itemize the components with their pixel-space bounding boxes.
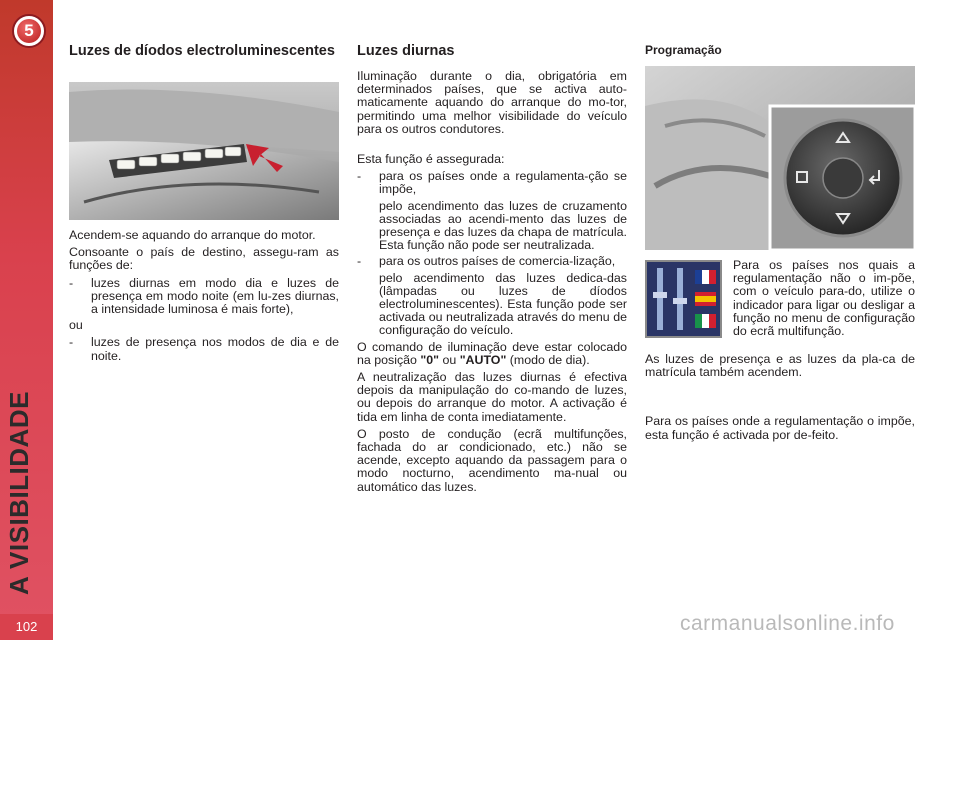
chapter-title: A VISIBILIDADE <box>4 391 34 595</box>
presence-paragraph: As luzes de presença e as luzes da pla-ca de matrícula também acendem. <box>645 352 915 380</box>
section-heading-programming: Programação <box>645 43 722 57</box>
default-paragraph: Para os países onde a regulamentação o impõe, esta função é activada por de-feito. <box>645 414 915 442</box>
programming-text-1 <box>733 259 915 342</box>
column-led-lights <box>69 44 339 59</box>
screen-menu-image <box>645 260 722 338</box>
daytime-intro: Iluminação durante o dia, obrigatória em determinados países, que se activa auto-maticamente aquando do arranque do mo-tor, permitindo uma melhor visibilidade do veículo para os outros condutores. <box>357 69 627 136</box>
command-position-text: O comando de iluminação deve estar colocado na posição "0" ou "AUTO" (modo de dia). <box>357 339 627 367</box>
section-heading-daytime: Luzes diurnas <box>357 43 455 59</box>
section-heading-led: Luzes de díodos electroluminescentes <box>69 43 335 59</box>
steering-control-image <box>645 66 915 250</box>
column-daytime-lights <box>357 44 627 498</box>
countries-paragraph: Para os países nos quais a regulamentação não o im-põe, com o veículo para-do, utilize o indicador para ligar ou desligar a função no menu de configuração do ecrã multifunção. <box>733 258 915 339</box>
list-item-detail: pelo acendimento das luzes dedica-das (lâmpadas ou luzes de díodos electroluminescentes). Esta função pode ser activada ou neutralizada através do menu de configuração do veículo. <box>379 270 627 338</box>
chapter-number: 5 <box>17 19 41 43</box>
led-text-block <box>69 229 339 366</box>
list-item: - para os países onde a regulamenta-ção se impõe, <box>357 169 627 197</box>
list-item: - para os outros países de comercia-lização, <box>357 254 616 269</box>
chapter-sidebar <box>0 0 53 640</box>
programming-text-2 <box>645 353 915 446</box>
neutralisation-text: A neutralização das luzes diurnas é efectiva depois da manipulação do co-mando de luzes, ou depois do arranque do motor. A activação é tida em linha de conta imediatamente. <box>357 370 627 424</box>
chapter-badge <box>12 14 46 48</box>
column-programming <box>645 44 915 57</box>
led-paragraph-2: Consoante o país de destino, assegu-ram as funções de: <box>69 245 339 273</box>
daytime-assured: Esta função é assegurada: <box>357 152 505 167</box>
page-number: 102 <box>0 614 53 640</box>
flag-icons <box>695 270 716 328</box>
dashboard-text: O posto de condução (ecrã multifunções, fachada do ar condicionado, etc.) não se acende, excepto aquando da passagem para o modo nocturno, acendimento ma-nual ou automático das luzes. <box>357 426 627 494</box>
headlamp-led-image <box>69 82 339 220</box>
led-paragraph-1: Acendem-se aquando do arranque do motor. <box>69 228 316 242</box>
or-text: ou <box>69 318 83 333</box>
list-item: - luzes diurnas em modo dia e luzes de presença em modo noite (em lu-zes diurnas, a intensidade luminosa é mais forte), <box>69 275 339 317</box>
list-item: - luzes de presença nos modos de dia e de noite. <box>69 335 339 363</box>
watermark: carmanualsonline.info <box>680 612 895 635</box>
list-item-detail: pelo acendimento das luzes de cruzamento associadas ao acendi-mento das luzes de presença e das luzes da chapa de matrícula. Esta função não pode ser neutralizada. <box>379 198 627 253</box>
